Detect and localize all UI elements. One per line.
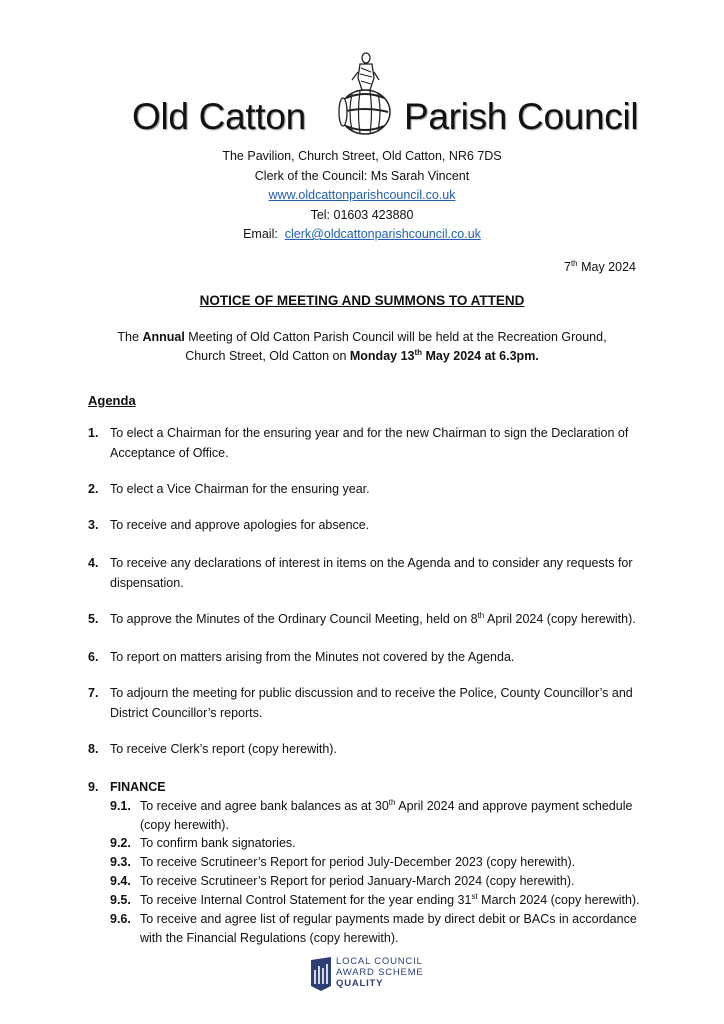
award-scheme-mark-icon xyxy=(310,956,332,992)
agenda-heading: Agenda xyxy=(88,393,136,408)
agenda-item: 5. To approve the Minutes of the Ordinary Council Meeting, held on 8th April 2024 (copy herewith). xyxy=(88,610,636,626)
barrel-emblem-icon xyxy=(330,50,400,140)
agenda-item: 3. To receive and approve apologies for absence. xyxy=(88,518,370,532)
award-scheme-text: LOCAL COUNCIL AWARD SCHEME QUALITY xyxy=(336,956,424,989)
agenda-item-finance: 9. FINANCE xyxy=(88,780,166,794)
address-line: The Pavilion, Church Street, Old Catton, NR6 7DS xyxy=(222,149,502,163)
agenda-item: 1. To elect a Chairman for the ensuring year and for the new Chairman to sign the Declaration of Acceptance of Office. xyxy=(88,426,629,460)
email-line xyxy=(0,225,724,245)
telephone-line: Tel: 01603 423880 xyxy=(310,207,414,222)
notice-title: NOTICE OF MEETING AND SUMMONS TO ATTEND xyxy=(199,293,525,308)
document-date: 7th May 2024 xyxy=(564,258,636,274)
meeting-intro: The Annual Meeting of Old Catton Parish Council will be held at the Recreation Ground, Church Street, Old Catton on Monday 13th May 2024 at 6.3pm. xyxy=(117,330,607,363)
finance-sub-item: 9.6. To receive and agree list of regular payments made by direct debit or BACs in accordance with the Financial Regulations (copy herewith). xyxy=(110,912,637,945)
finance-sub-item: 9.5. To receive Internal Control Statement for the year ending 31st March 2024 (copy herewith). xyxy=(110,891,640,907)
email-link[interactable]: clerk@oldcattonparishcouncil.co.uk xyxy=(284,227,481,241)
council-name-left: Old Catton xyxy=(132,96,306,137)
agenda-item: 8. To receive Clerk’s report (copy herewith). xyxy=(88,742,337,756)
agenda-item: 7. To adjourn the meeting for public discussion and to receive the Police, County Councillor’s and District Councillor’s reports. xyxy=(88,686,633,720)
finance-sub-item: 9.4. To receive Scrutineer’s Report for period January-March 2024 (copy herewith). xyxy=(110,874,575,888)
finance-sub-item: 9.1. To receive and agree bank balances as at 30th April 2024 and approve payment schedule (copy herewith). xyxy=(110,797,633,832)
letterhead xyxy=(0,50,724,140)
website-link[interactable]: www.oldcattonparishcouncil.co.uk xyxy=(268,188,456,202)
finance-sub-item: 9.2. To confirm bank signatories. xyxy=(110,836,296,850)
finance-sub-item: 9.3. To receive Scrutineer’s Report for period July-December 2023 (copy herewith). xyxy=(110,855,576,869)
email-label: Email: xyxy=(243,227,278,241)
agenda-item: 2. To elect a Vice Chairman for the ensuring year. xyxy=(88,482,370,496)
address-block xyxy=(0,147,724,245)
agenda-item: 4. To receive any declarations of interest in items on the Agenda and to consider any requests for dispensation. xyxy=(88,556,633,590)
agenda-item: 6. To report on matters arising from the Minutes not covered by the Agenda. xyxy=(88,650,515,664)
clerk-line: Clerk of the Council: Ms Sarah Vincent xyxy=(254,168,470,183)
award-scheme-logo xyxy=(310,954,440,996)
council-name-right: Parish Council xyxy=(404,96,639,137)
